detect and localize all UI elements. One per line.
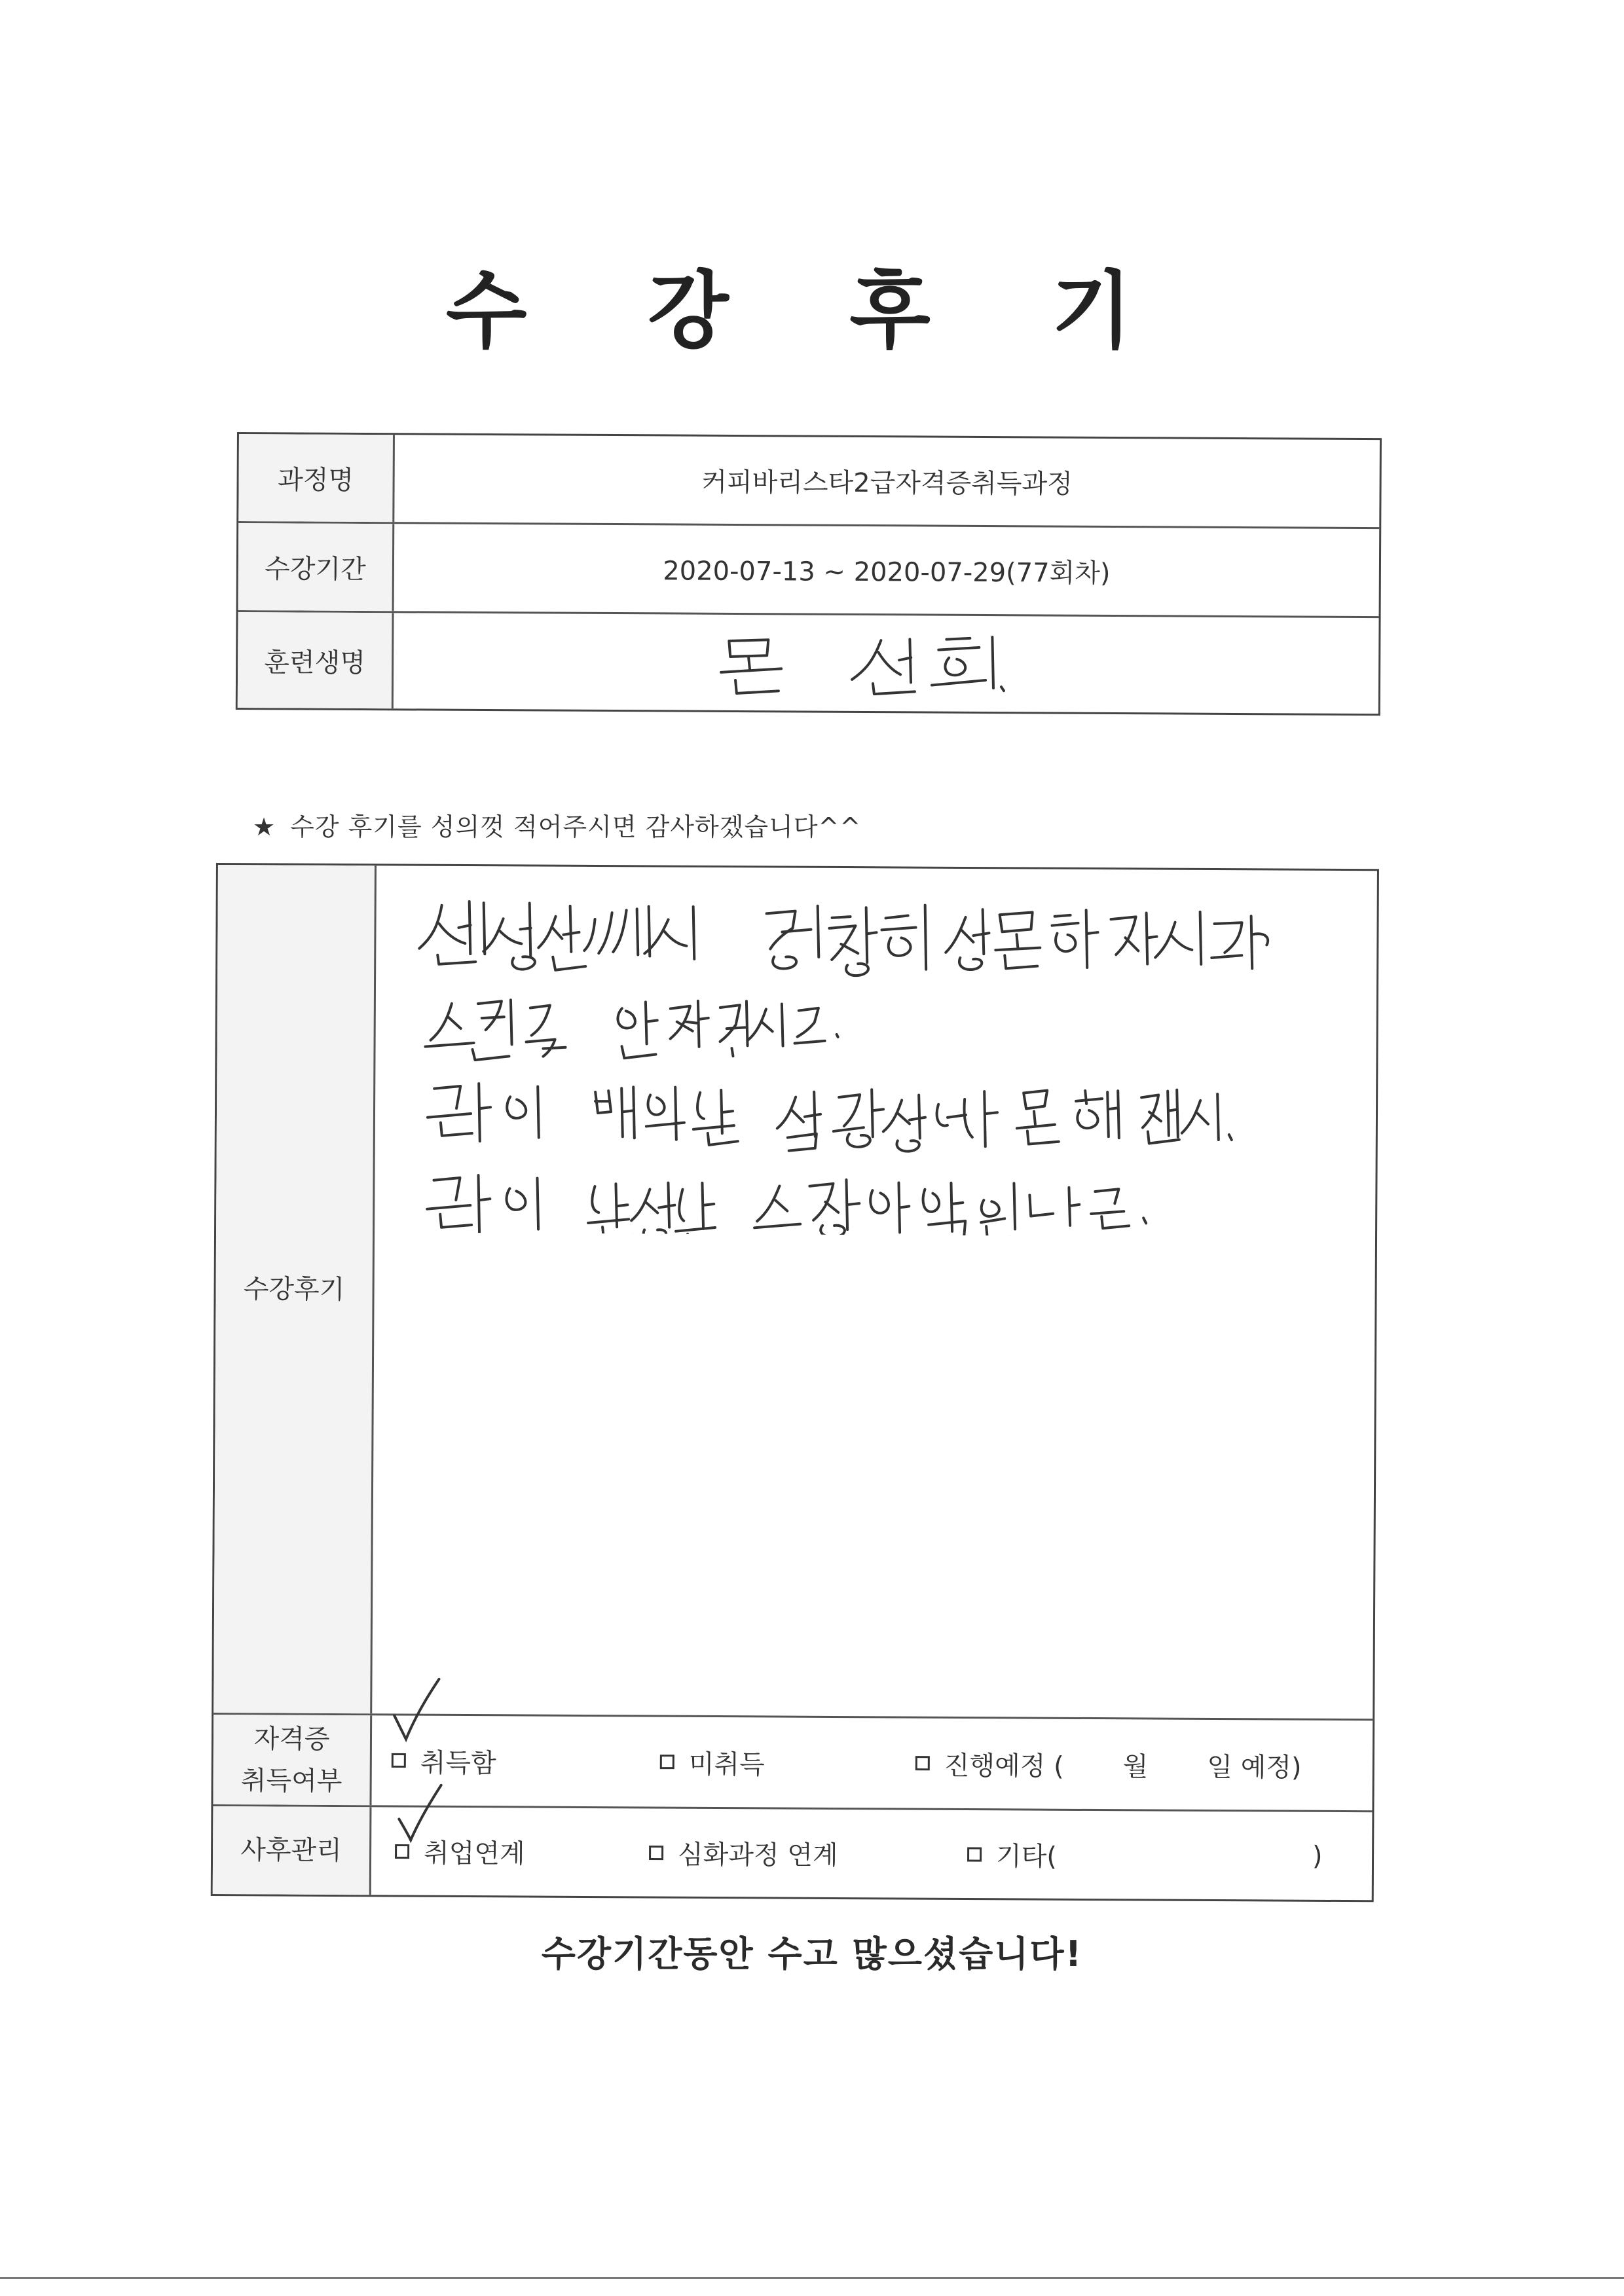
aftercare-label: 사후관리 (213, 1806, 372, 1895)
instruction-text: 수강 후기를 성의껏 적어주시면 감사하겠습니다^^ (290, 812, 862, 841)
cert-option-not-acquired[interactable]: 미취득 (660, 1743, 765, 1781)
checkbox-icon[interactable] (660, 1755, 674, 1769)
aftercare-option-other[interactable]: 기타( ) (967, 1836, 1323, 1875)
certificate-options (371, 1715, 1373, 1810)
checkbox-checked-icon[interactable] (392, 1753, 406, 1768)
review-handwriting (414, 892, 1359, 1238)
day-label: 일 예정) (1207, 1751, 1302, 1783)
cert-option-scheduled[interactable]: 진행예정 ( 월 일 예정) (915, 1745, 1302, 1784)
certificate-label-line1: 자격증 (253, 1723, 330, 1755)
checkbox-icon[interactable] (649, 1845, 663, 1859)
scan-edge-line (0, 2277, 1624, 2279)
certificate-row (213, 1715, 1373, 1812)
certificate-label-line2: 취득여부 (240, 1765, 342, 1796)
aftercare-option-job[interactable]: 취업연계 (395, 1832, 525, 1870)
review-table (211, 863, 1379, 1902)
checkbox-checked-icon[interactable] (395, 1844, 409, 1858)
certificate-label (213, 1715, 372, 1805)
trainee-label: 훈련생명 (238, 612, 394, 708)
aftercare-row (213, 1806, 1373, 1900)
checkbox-icon[interactable] (967, 1847, 982, 1861)
trainee-row (238, 612, 1379, 714)
review-content-area[interactable] (372, 866, 1377, 1719)
period-row (238, 523, 1380, 618)
check-mark-icon (390, 1676, 443, 1748)
course-value: 커피바리스타2급자격증취득과정 (701, 467, 1073, 500)
aftercare-option-advanced[interactable]: 심화과정 연계 (649, 1834, 838, 1872)
course-info-table (236, 432, 1382, 716)
course-row (238, 434, 1380, 529)
star-icon: ★ (253, 812, 276, 841)
period-label: 수강기간 (238, 523, 395, 611)
other-close-paren: ) (1312, 1840, 1323, 1871)
closing-message: 수강기간동안 수고 많으셨습니다! (541, 1933, 1083, 1975)
period-value: 2020-07-13 ~ 2020-07-29(77회차) (663, 556, 1111, 589)
course-label: 과정명 (238, 434, 395, 522)
aftercare-options (371, 1807, 1373, 1900)
checkbox-icon[interactable] (915, 1756, 930, 1770)
review-label: 수강후기 (213, 865, 377, 1713)
instruction-note (253, 807, 861, 843)
month-label: 월 (1122, 1751, 1149, 1782)
page-title: 수 강 후 기 (445, 263, 1179, 360)
review-row (213, 865, 1377, 1721)
trainee-handwritten-name (394, 613, 1379, 714)
cert-option-acquired[interactable]: 취득함 (392, 1741, 496, 1779)
